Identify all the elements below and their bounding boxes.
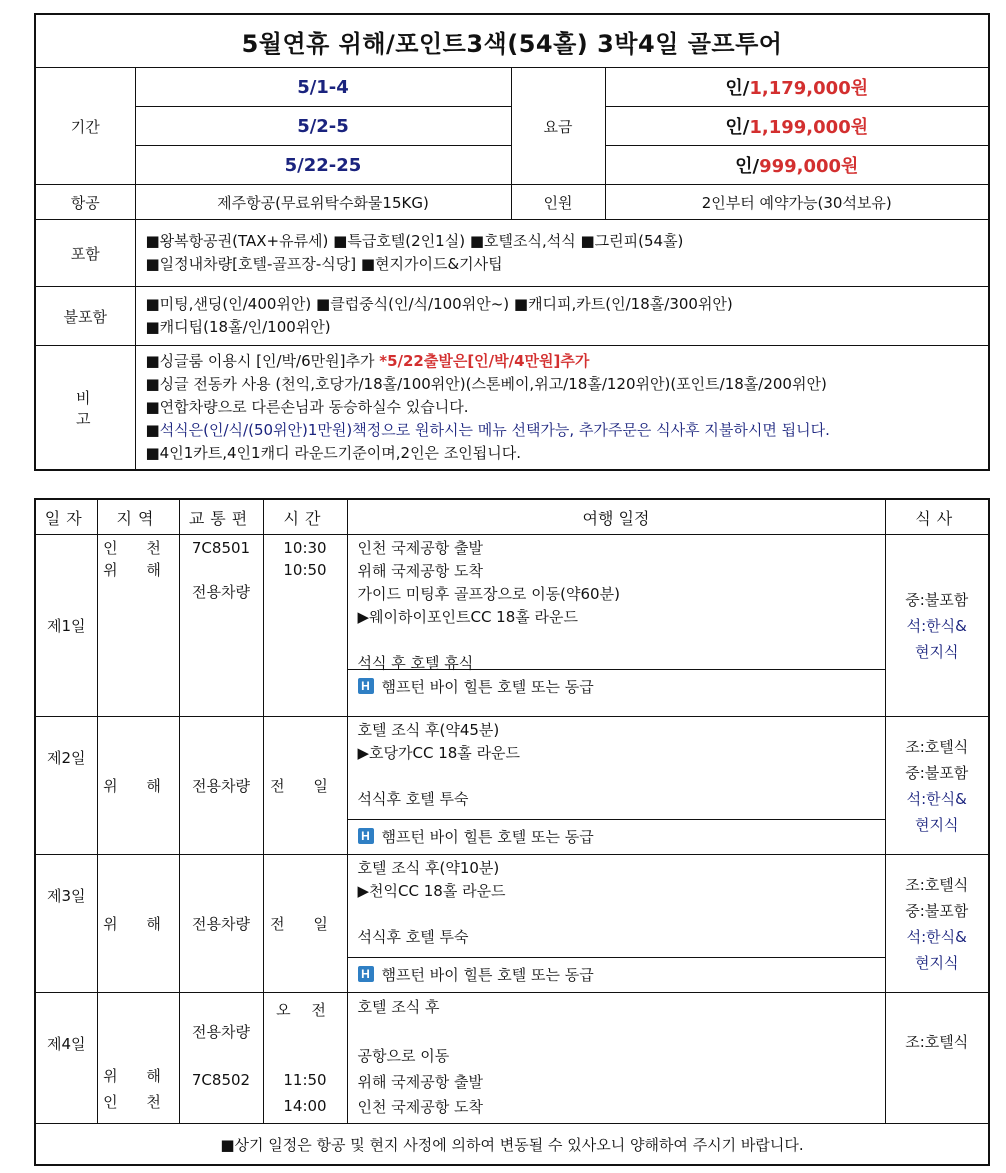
table-row-day2 (35, 717, 989, 855)
meal-dinner-cont: 현지식 (915, 815, 959, 834)
header-transport: 교통편 (179, 499, 263, 535)
meal-dinner: 석:한식& (906, 927, 967, 946)
remark-line: ■연합차량으로 다른손님과 동승하실수 있습니다. (145, 398, 469, 416)
transport-spacer (180, 1093, 263, 1115)
schedule-cell (347, 717, 885, 855)
schedule-cell (347, 535, 885, 717)
fee-prefix: 인/ (725, 78, 750, 99)
fee-amount: 1,179,000원 (749, 78, 869, 99)
schedule-line: 공항으로 이동 (357, 1047, 450, 1065)
transport-spacer (180, 559, 263, 581)
day-label: 제4일 (35, 993, 97, 1124)
fee-2 (605, 107, 989, 146)
schedule-line: 호텔 조식 후(약10분) (357, 859, 500, 877)
region-spacer (98, 1041, 179, 1063)
time: 10:50 (283, 561, 327, 579)
people-value: 2인부터 예약가능(30석보유) (605, 185, 989, 220)
hotel-icon: H (358, 966, 374, 982)
hotel-name: 햄프턴 바이 힐튼 호텔 또는 동급 (381, 965, 594, 984)
meal-dinner: 석:한식& (906, 616, 967, 635)
period-label: 기간 (35, 68, 135, 185)
period-2: 5/2-5 (135, 107, 511, 146)
remark-highlight: *5/22출발은[인/박/4만원]추가 (379, 352, 590, 370)
fee-prefix: 인/ (725, 117, 750, 138)
fee-label: 요금 (511, 68, 605, 185)
itinerary-header (35, 499, 989, 535)
schedule-line: 인천 국제공항 출발 (357, 539, 483, 557)
day-label: 제3일 (35, 855, 97, 993)
schedule-line (358, 629, 875, 652)
remark-line: ■4인1카트,4인1캐디 라운드기준이며,2인은 조인됩니다. (145, 444, 522, 462)
transport-vehicle: 전용차량 (192, 1023, 250, 1041)
schedule-cell (347, 993, 885, 1124)
excluded-line: ■캐디팁(18홀/인/100위안) (145, 318, 331, 336)
schedule-cell (347, 855, 885, 993)
schedule-line: 석식후 호텔 투숙 (357, 790, 469, 808)
hotel-row (348, 819, 885, 852)
included-label: 포함 (35, 220, 135, 287)
region: 인 천 (103, 1093, 173, 1111)
meal-dinner-cont: 현지식 (915, 642, 959, 661)
meal-breakfast: 조:호텔식 (905, 1033, 969, 1051)
included-list (135, 220, 989, 287)
meal-breakfast: 조:호텔식 (905, 737, 969, 756)
excluded-list (135, 287, 989, 346)
fee-1 (605, 68, 989, 107)
schedule-line (358, 1019, 875, 1043)
region-spacer (98, 997, 179, 1019)
time-cell (263, 993, 347, 1124)
hotel-icon: H (358, 828, 374, 844)
airline-label: 항공 (35, 185, 135, 220)
meal-dinner: 석:한식& (906, 789, 967, 808)
meal-lunch: 중:불포함 (905, 590, 969, 609)
schedule-line: 석식후 호텔 투숙 (357, 928, 469, 946)
page-title: 5월연휴 위해/포인트3색(54홀) 3박4일 골프투어 (35, 14, 989, 68)
hotel-icon: H (358, 678, 374, 694)
meal-cell (885, 535, 989, 717)
people-label: 인원 (511, 185, 605, 220)
flight-number: 7C8501 (191, 539, 251, 557)
header-schedule: 여행 일정 (347, 499, 885, 535)
remark-highlight: 석식은(인/식/(50위안)1만원)책정으로 원하시는 메뉴 선택가능, 추가주문은 식사후 지불하시면 됩니다. (159, 421, 830, 439)
hotel-name: 햄프턴 바이 힐튼 호텔 또는 동급 (381, 677, 594, 696)
time: 전 일 (263, 717, 347, 855)
header-date: 일자 (35, 499, 97, 535)
region: 위 해 (103, 1067, 173, 1085)
hotel-row (348, 957, 885, 990)
meal-dinner-cont: 현지식 (915, 953, 959, 972)
tour-info-table (34, 13, 990, 471)
remarks-label: 비 고 (35, 346, 135, 471)
meal-cell (885, 855, 989, 993)
schedule-line: 가이드 미팅후 골프장으로 이동(약60분) (357, 585, 620, 603)
header-meal: 식사 (885, 499, 989, 535)
footer-note: ■상기 일정은 항공 및 현지 사정에 의하여 변동될 수 있사오니 양해하여 주시기 바랍니다. (35, 1124, 989, 1166)
time: 오 전 (276, 1001, 334, 1019)
included-line: ■일정내차량[호텔-골프장-식당] ■현지가이드&기사팁 (145, 255, 503, 273)
airline-value: 제주항공(무료위탁수화물15KG) (135, 185, 511, 220)
remark-line (146, 350, 979, 373)
header-time: 시간 (263, 499, 347, 535)
remarks-list (135, 346, 989, 471)
schedule-line: ▶웨이하이포인트CC 18홀 라운드 (357, 608, 578, 626)
excluded-line: ■미팅,샌딩(인/400위안) ■클럽중식(인/식/100위안~) ■캐디피,카트(인/18홀/300위안) (145, 295, 733, 313)
transport-spacer (180, 1045, 263, 1067)
schedule-line: ▶천익CC 18홀 라운드 (357, 882, 506, 900)
fee-amount: 999,000원 (759, 156, 859, 177)
meal-cell (885, 993, 989, 1124)
time: 전 일 (263, 855, 347, 993)
meal-lunch: 중:불포함 (905, 901, 969, 920)
region: 위 해 (103, 561, 173, 579)
bullet: ■ (145, 421, 160, 439)
schedule-line: 위해 국제공항 출발 (357, 1073, 483, 1091)
remark-text: ■싱글룸 이용시 [인/박/6만원]추가 (145, 352, 380, 370)
excluded-label: 불포함 (35, 287, 135, 346)
period-3: 5/22-25 (135, 146, 511, 185)
schedule-line: 석식 후 호텔 휴식 (357, 654, 474, 672)
transport-cell (179, 535, 263, 717)
schedule-line: 인천 국제공항 도착 (357, 1098, 483, 1116)
time: 10:30 (283, 539, 327, 557)
region-cell (97, 993, 179, 1124)
schedule-line: ▶호당가CC 18홀 라운드 (357, 744, 521, 762)
schedule-line (358, 765, 875, 788)
period-1: 5/1-4 (135, 68, 511, 107)
schedule-line: 호텔 조식 후 (357, 998, 440, 1016)
transport-vehicle: 전용차량 (192, 583, 250, 601)
schedule-line: 위해 국제공항 도착 (357, 562, 483, 580)
schedule-line: 호텔 조식 후(약45분) (357, 721, 500, 739)
meal-cell (885, 717, 989, 855)
fee-amount: 1,199,000원 (749, 117, 869, 138)
time-spacer (264, 1023, 347, 1045)
region-cell (97, 535, 179, 717)
table-row-day4 (35, 993, 989, 1124)
transport-vehicle: 전용차량 (179, 855, 263, 993)
region: 위 해 (97, 855, 179, 993)
flight-number: 7C8502 (191, 1071, 251, 1089)
region: 인 천 (103, 539, 173, 557)
time: 14:00 (283, 1097, 327, 1115)
day-label: 제1일 (35, 535, 97, 717)
fee-prefix: 인/ (735, 156, 760, 177)
hotel-name: 햄프턴 바이 힐튼 호텔 또는 동급 (381, 827, 594, 846)
table-row-day3 (35, 855, 989, 993)
included-line: ■왕복항공권(TAX+유류세) ■특급호텔(2인1실) ■호텔조식,석식 ■그린피(54홀) (145, 232, 684, 250)
time-spacer (264, 1045, 347, 1067)
transport-spacer (180, 997, 263, 1019)
table-row-day1 (35, 535, 989, 717)
fee-3 (605, 146, 989, 185)
header-region: 지역 (97, 499, 179, 535)
region: 위 해 (97, 717, 179, 855)
day-label: 제2일 (35, 717, 97, 855)
remark-line (146, 419, 979, 442)
time: 11:50 (283, 1071, 327, 1089)
region-spacer (98, 1019, 179, 1041)
meal-lunch: 중:불포함 (905, 763, 969, 782)
transport-vehicle: 전용차량 (179, 717, 263, 855)
itinerary-table (34, 498, 990, 1166)
remark-line: ■싱글 전동카 사용 (천익,호당가/18홀/100위안)(스톤베이,위고/18홀/120위안)(포인트/18홀/200위안) (145, 375, 827, 393)
meal-breakfast: 조:호텔식 (905, 875, 969, 894)
time-cell (263, 535, 347, 717)
transport-cell (179, 993, 263, 1124)
schedule-line (358, 903, 875, 926)
